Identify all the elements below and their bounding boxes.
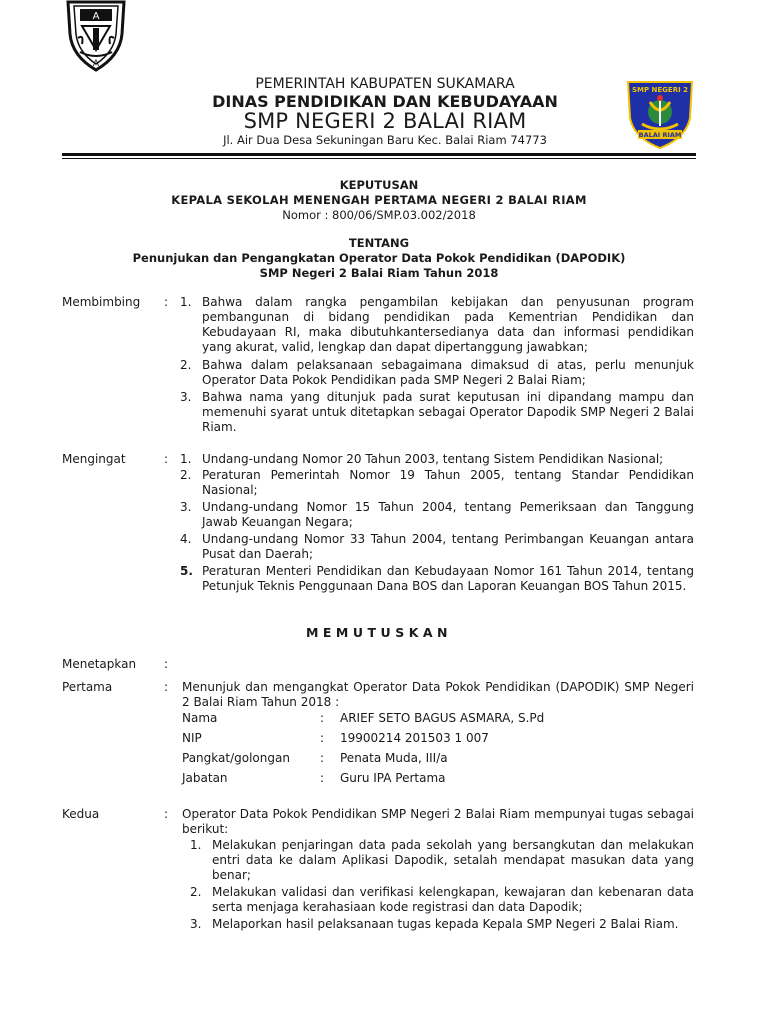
field-colon: : bbox=[320, 711, 325, 725]
membimbing-item-text: Bahwa dalam rangka pengambilan kebijakan dan penyusunan program pembangunan di bidang pendidikan pada Kementrian Pendidikan dan Kebudayaan RI, maka dibutuhkantersedianya data dan informasi pendidikan yang akurat, valid, lengkap dan dapat dipertanggung jawabkan; bbox=[202, 295, 694, 354]
mengingat-colon: : bbox=[164, 452, 169, 466]
decree-issuer: KEPALA SEKOLAH MENENGAH PERTAMA NEGERI 2 BALAI RIAM bbox=[171, 193, 587, 207]
kedua-text: Operator Data Pokok Pendidikan SMP Negeri 2 Balai Riam mempunyai tugas sebagai berikut: bbox=[182, 807, 694, 836]
kabupaten-emblem-icon bbox=[60, 0, 132, 72]
mengingat-item-number: 1. bbox=[180, 452, 192, 466]
mengingat-item-number: 2. bbox=[180, 468, 192, 482]
tentang-heading: TENTANG bbox=[348, 236, 410, 250]
decree-number: Nomor : 800/06/SMP.03.002/2018 bbox=[282, 208, 476, 222]
header-divider-thin bbox=[62, 158, 696, 159]
mengingat-item-text: Peraturan Menteri Pendidikan dan Kebudayaan Nomor 161 Tahun 2014, tentang Petunjuk Teknis Penggunaan Dana BOS dan Laporan Keuangan BOS Tahun 2015. bbox=[202, 564, 694, 593]
kedua-colon: : bbox=[164, 807, 169, 821]
svg-text:BALAI RIAM: BALAI RIAM bbox=[638, 131, 682, 139]
membimbing-label: Membimbing bbox=[62, 295, 141, 309]
mengingat-label: Mengingat bbox=[62, 452, 126, 466]
field-value-pangkat: Penata Muda, III/a bbox=[340, 751, 448, 765]
header-school-name: SMP NEGERI 2 BALAI RIAM bbox=[243, 109, 527, 133]
field-value-nama: ARIEF SETO BAGUS ASMARA, S.Pd bbox=[340, 711, 545, 725]
svg-text:A: A bbox=[92, 11, 100, 22]
membimbing-item-number: 3. bbox=[180, 390, 192, 404]
membimbing-item-text: Bahwa dalam pelaksanaan sebagaimana dimaksud di atas, perlu menunjuk Operator Data Pokok Pendidikan pada SMP Negeri 2 Balai Riam; bbox=[202, 358, 694, 387]
field-colon: : bbox=[320, 751, 325, 765]
decree-title: KEPUTUSAN bbox=[339, 178, 419, 192]
header-address: Jl. Air Dua Desa Sekuningan Baru Kec. Balai Riam 74773 bbox=[223, 133, 547, 147]
membimbing-colon: : bbox=[164, 295, 169, 309]
kedua-label: Kedua bbox=[62, 807, 100, 821]
membimbing-item-number: 2. bbox=[180, 358, 192, 372]
kedua-item-text: Melaporkan hasil pelaksanaan tugas kepada Kepala SMP Negeri 2 Balai Riam. bbox=[212, 917, 679, 931]
kedua-item-number: 2. bbox=[190, 885, 202, 899]
kedua-item-number: 1. bbox=[190, 838, 202, 852]
pertama-colon: : bbox=[164, 680, 169, 694]
subject-line-2: SMP Negeri 2 Balai Riam Tahun 2018 bbox=[259, 266, 499, 280]
memutuskan-heading: MEMUTUSKAN bbox=[305, 625, 453, 640]
school-emblem-icon bbox=[624, 78, 696, 150]
kedua-item-text: Melakukan validasi dan verifikasi kelengkapan, kewajaran dan kebenaran data serta menjaga kerahasiaan kode registrasi dan data Dapodik; bbox=[212, 885, 694, 914]
mengingat-item-text: Undang-undang Nomor 33 Tahun 2004, tentang Perimbangan Keuangan antara Pusat dan Daerah; bbox=[202, 532, 694, 561]
mengingat-item-text: Peraturan Pemerintah Nomor 19 Tahun 2005, tentang Standar Pendidikan Nasional; bbox=[202, 468, 694, 497]
mengingat-item-text: Undang-undang Nomor 20 Tahun 2003, tentang Sistem Pendidikan Nasional; bbox=[202, 452, 664, 466]
field-label-jabatan: Jabatan bbox=[182, 771, 228, 785]
header-government: PEMERINTAH KABUPATEN SUKAMARA bbox=[255, 76, 515, 92]
header-divider-thick bbox=[62, 153, 696, 156]
membimbing-item-number: 1. bbox=[180, 295, 192, 309]
mengingat-item-number: 3. bbox=[180, 500, 192, 514]
field-colon: : bbox=[320, 731, 325, 745]
mengingat-item-text: Undang-undang Nomor 15 Tahun 2004, tentang Pemeriksaan dan Tanggung Jawab Keuangan Negara; bbox=[202, 500, 694, 529]
membimbing-item-text: Bahwa nama yang ditunjuk pada surat keputusan ini dipandang mampu dan memenuhi syarat untuk ditetapkan sebagai Operator Dapodik SMP Negeri 2 Balai Riam. bbox=[202, 390, 694, 434]
svg-text:SMP NEGERI 2: SMP NEGERI 2 bbox=[631, 86, 689, 94]
field-label-nip: NIP bbox=[182, 731, 202, 745]
menetapkan-colon: : bbox=[164, 657, 169, 671]
field-value-nip: 19900214 201503 1 007 bbox=[340, 731, 489, 745]
pertama-text: Menunjuk dan mengangkat Operator Data Pokok Pendidikan (DAPODIK) SMP Negeri 2 Balai Riam Tahun 2018 : bbox=[182, 680, 694, 709]
field-value-jabatan: Guru IPA Pertama bbox=[340, 771, 446, 785]
field-label-pangkat: Pangkat/golongan bbox=[182, 751, 290, 765]
svg-text:A: A bbox=[92, 59, 100, 69]
header-department: DINAS PENDIDIKAN DAN KEBUDAYAAN bbox=[212, 92, 558, 111]
mengingat-item-number: 4. bbox=[180, 532, 192, 546]
pertama-label: Pertama bbox=[62, 680, 113, 694]
subject-line-1: Penunjukan dan Pengangkatan Operator Data Pokok Pendidikan (DAPODIK) bbox=[132, 251, 626, 265]
kedua-item-number: 3. bbox=[190, 917, 202, 931]
menetapkan-label: Menetapkan bbox=[62, 657, 137, 671]
kedua-item-text: Melakukan penjaringan data pada sekolah yang bersangkutan dan melakukan entri data ke dalam Aplikasi Dapodik, setalah mendapat masukan data yang benar; bbox=[212, 838, 694, 882]
field-label-nama: Nama bbox=[182, 711, 218, 725]
field-colon: : bbox=[320, 771, 325, 785]
mengingat-item-number: 5. bbox=[180, 564, 193, 578]
